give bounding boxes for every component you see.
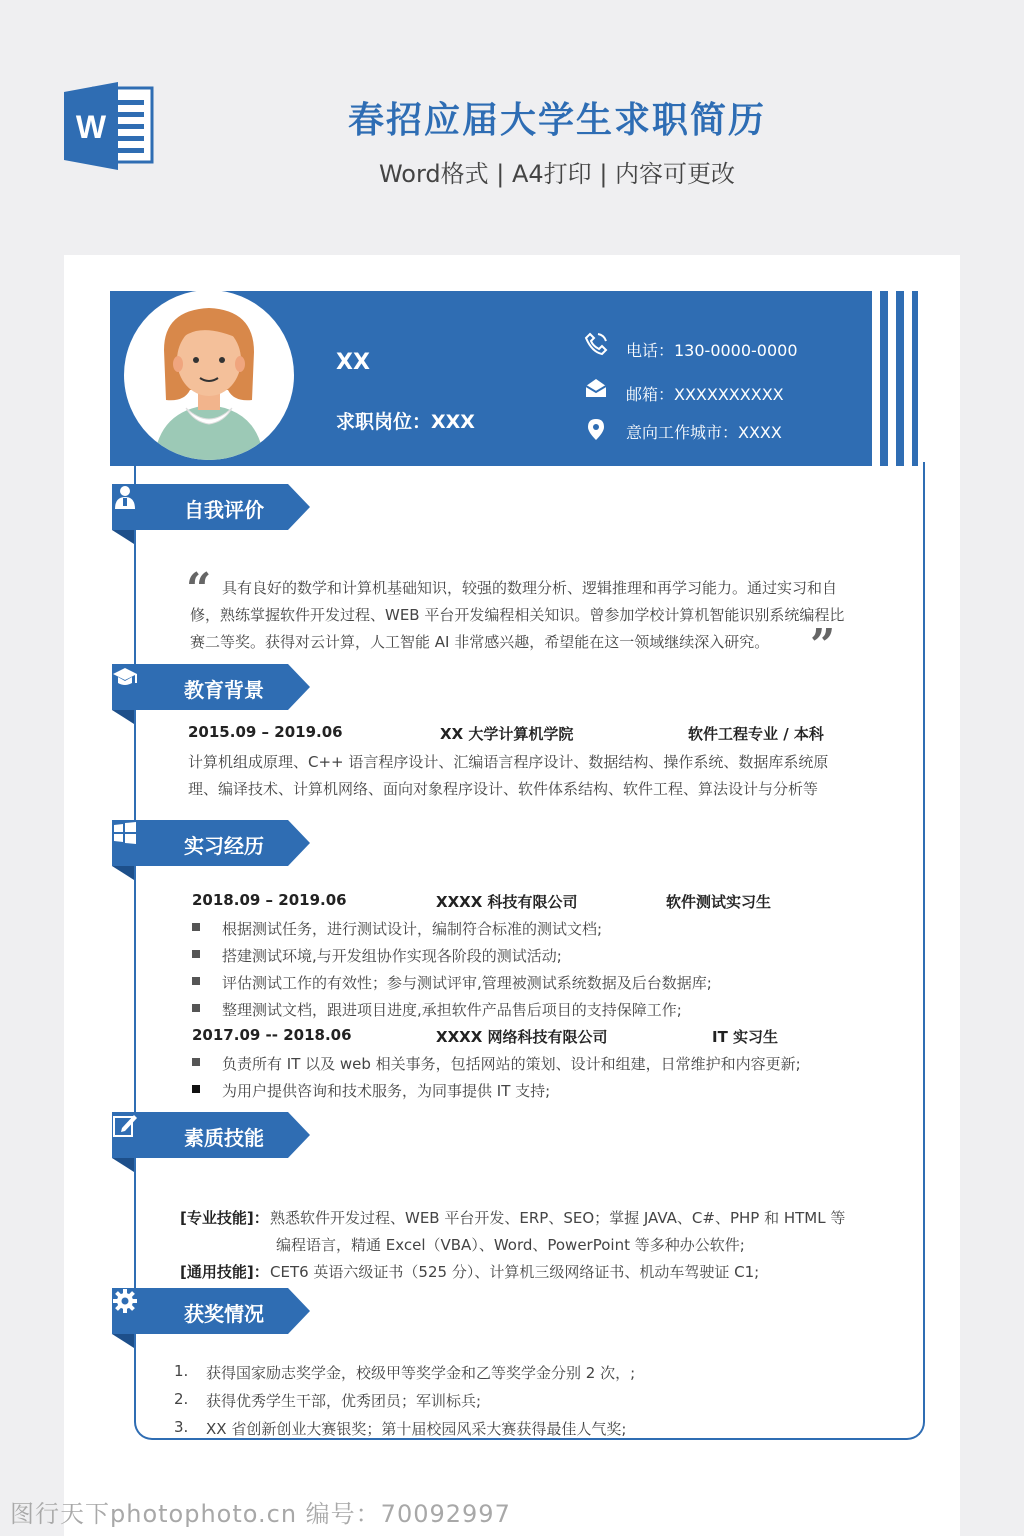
bullet (192, 1004, 200, 1012)
watermark: 图行天下photophoto.cn 编号：70092997 (10, 1500, 511, 1528)
section-title: 教育背景 (184, 678, 264, 702)
award-text: 获得国家励志奖学金，校级甲等奖学金和乙等奖学金分别 2 次，; (206, 1364, 636, 1382)
banner-stripe (880, 291, 888, 466)
edu-major: 软件工程专业 / 本科 (688, 725, 824, 743)
banner-stripe (896, 291, 904, 466)
gen-skill-label: [通用技能]： (180, 1263, 269, 1281)
award-text: XX 省创新创业大赛银奖；第十届校园风采大赛获得最佳人气奖; (206, 1420, 627, 1438)
email-icon (584, 376, 608, 400)
pro-skill-line: 熟悉软件开发过程、WEB 平台开发、ERP、SEO；掌握 JAVA、C#、PHP 和 HTML 等 (270, 1209, 846, 1227)
section-title: 自我评价 (184, 498, 264, 522)
banner-stripe (912, 291, 918, 466)
bullet (192, 1085, 200, 1093)
section-internship (112, 820, 312, 866)
open-quote-icon: “ (186, 564, 212, 615)
edu-courses-line: 计算机组成原理、C++ 语言程序设计、汇编语言程序设计、数据结构、操作系统、数据库系统原 (188, 753, 829, 771)
job-item: 搭建测试环境,与开发组协作实现各阶段的测试活动; (222, 947, 562, 965)
self-eval-line: 修，熟练掌握软件开发过程、WEB 平台开发编程相关知识。曾参加学校计算机智能识别系统编程比 (190, 606, 845, 624)
award-number: 2. (174, 1390, 189, 1408)
job-role: 软件测试实习生 (666, 893, 772, 911)
location-icon (584, 417, 608, 441)
self-eval-line: 具有良好的数学和计算机基础知识，较强的数理分析、逻辑推理和再学习能力。通过实习和自 (222, 579, 838, 597)
pro-skill-label: [专业技能]： (180, 1209, 269, 1227)
page-title: 春招应届大学生求职简历 (347, 100, 766, 141)
avatar-illustration-icon (124, 290, 294, 460)
section-skills (112, 1112, 312, 1158)
job-company: XXXX 科技有限公司 (436, 893, 578, 911)
job-item: 整理测试文档，跟进项目进度,承担软件产品售后项目的支持保障工作; (222, 1001, 682, 1019)
gear-icon (112, 1288, 138, 1314)
email-text: 邮箱：XXXXXXXXXX (626, 385, 784, 404)
award-number: 1. (174, 1362, 189, 1380)
profile-name: XX (336, 350, 370, 375)
edit-icon (112, 1112, 138, 1138)
job-company: XXXX 网络科技有限公司 (436, 1028, 608, 1046)
section-self-eval (112, 484, 312, 530)
profile-position: 求职岗位：XXX (336, 411, 475, 433)
award-text: 获得优秀学生干部，优秀团员；军训标兵; (206, 1392, 482, 1410)
job-role: IT 实习生 (712, 1028, 779, 1046)
edu-period: 2015.09 – 2019.06 (188, 723, 343, 741)
gen-skill-line: CET6 英语六级证书（525 分）、计算机三级网络证书、机动车驾驶证 C1; (270, 1263, 760, 1281)
section-title: 获奖情况 (184, 1302, 264, 1326)
logo-letter: W (75, 109, 107, 145)
self-eval-line: 赛二等奖。获得对云计算，人工智能 AI 非常感兴趣，希望能在这一领域继续深入研究。 (190, 633, 770, 651)
section-title: 素质技能 (184, 1126, 264, 1150)
section-awards (112, 1288, 312, 1334)
edu-school: XX 大学计算机学院 (440, 725, 574, 743)
job-period: 2017.09 -- 2018.06 (192, 1026, 352, 1044)
award-number: 3. (174, 1418, 189, 1436)
bullet (192, 1058, 200, 1066)
job-period: 2018.09 – 2019.06 (192, 891, 347, 909)
job-item: 负责所有 IT 以及 web 相关事务，包括网站的策划、设计和组建，日常维护和内容更新; (222, 1055, 801, 1073)
close-quote-icon: ” (810, 620, 836, 671)
section-education (112, 664, 312, 710)
user-icon (112, 484, 138, 510)
graduation-cap-icon (112, 664, 138, 690)
job-item: 根据测试任务，进行测试设计，编制符合标准的测试文档; (222, 920, 603, 938)
phone-icon (584, 332, 608, 356)
page-subtitle: Word格式 | A4打印 | 内容可更改 (378, 160, 736, 188)
bullet (192, 923, 200, 931)
phone-text: 电话：130-0000-0000 (626, 341, 798, 360)
bullet (192, 950, 200, 958)
city-text: 意向工作城市：XXXX (626, 423, 782, 442)
windows-icon (112, 820, 138, 846)
bullet (192, 977, 200, 985)
pro-skill-line: 编程语言，精通 Excel（VBA）、Word、PowerPoint 等多种办公软件; (276, 1236, 745, 1254)
edu-courses-line: 理、编译技术、计算机网络、面向对象程序设计、软件体系结构、软件工程、算法设计与分析等 (188, 780, 819, 798)
section-title: 实习经历 (184, 834, 264, 858)
avatar (124, 290, 294, 460)
job-item: 为用户提供咨询和技术服务，为同事提供 IT 支持; (222, 1082, 551, 1100)
job-item: 评估测试工作的有效性；参与测试评审,管理被测试系统数据及后台数据库; (222, 974, 712, 992)
